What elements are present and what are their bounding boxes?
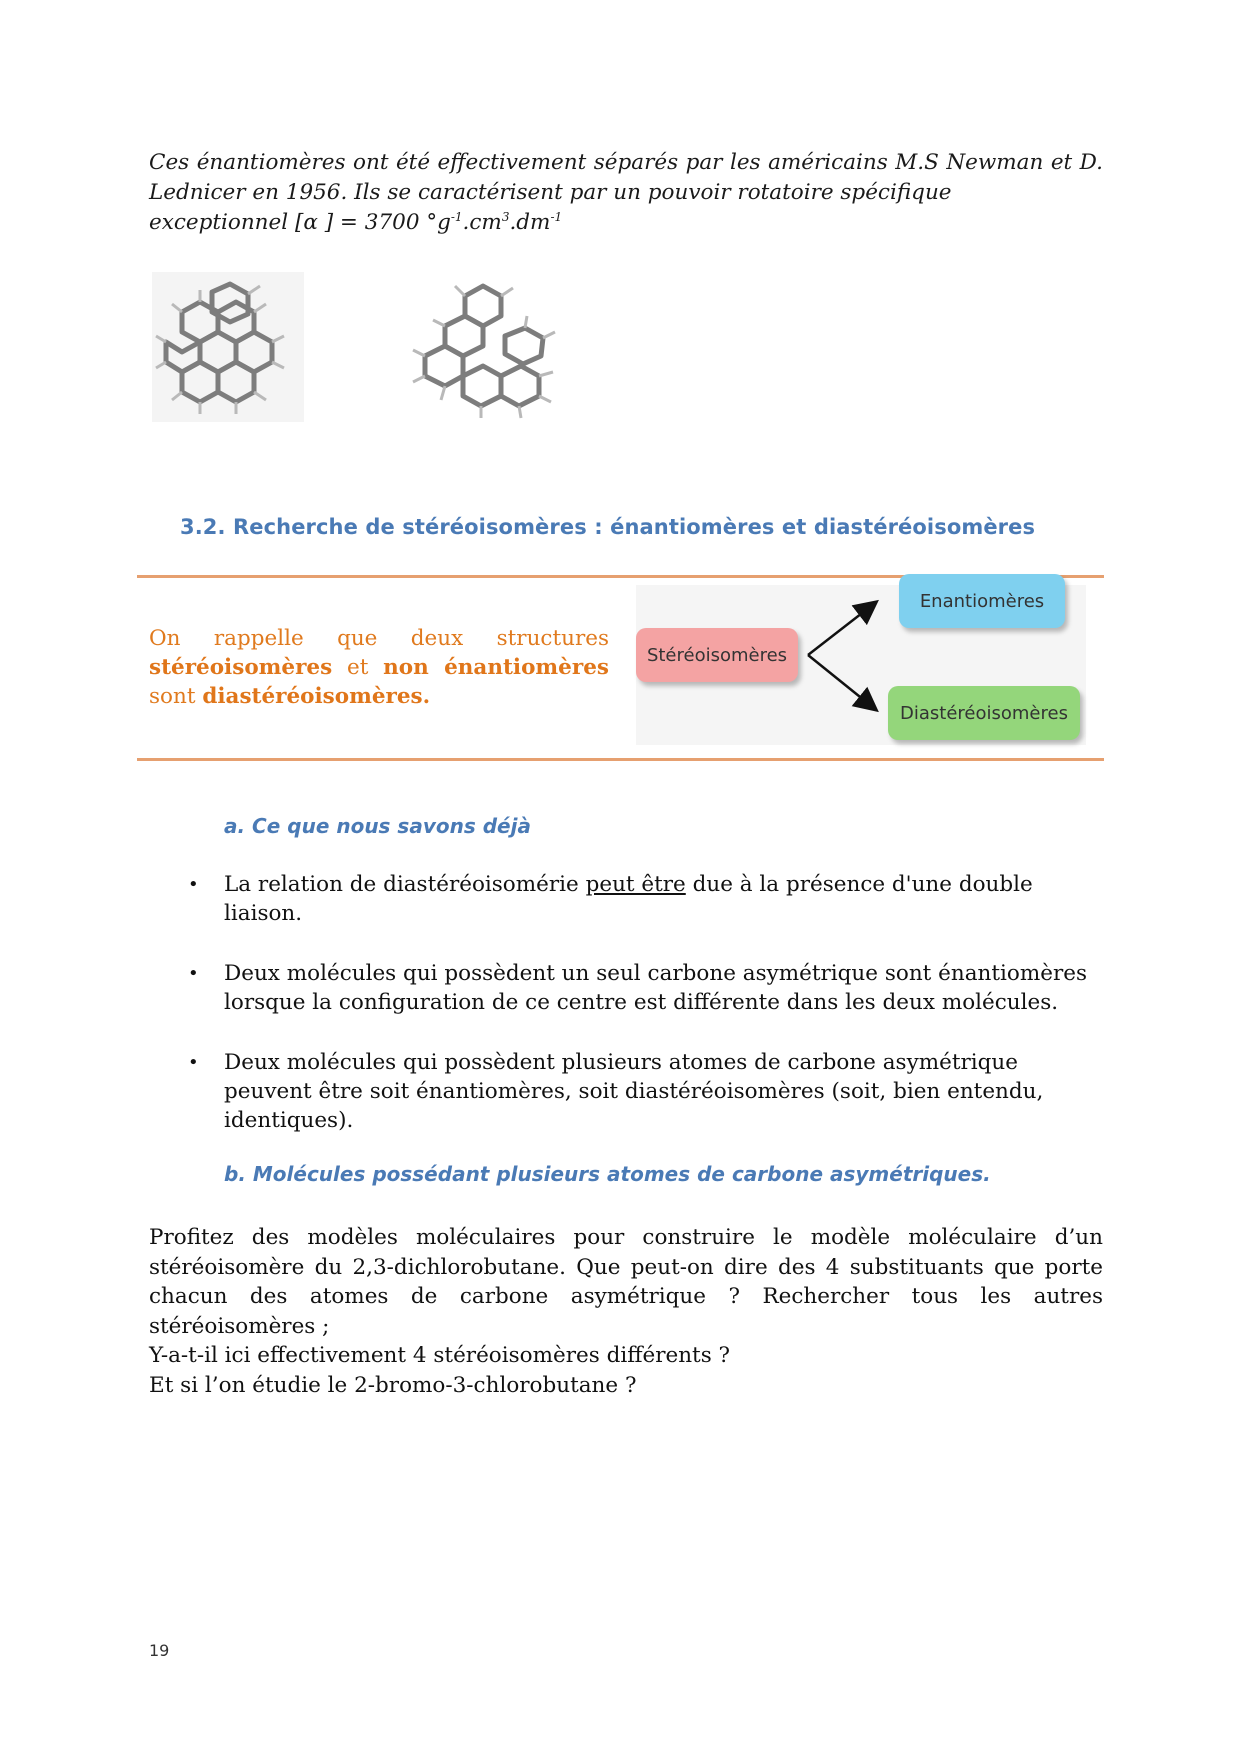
diagram-box-diastereoisomers: Diastéréoisomères — [888, 686, 1080, 740]
bullet-icon: • — [188, 963, 199, 984]
page-number: 19 — [149, 1641, 170, 1660]
intro-line-2: Lednicer en 1956. Ils se caractérisent par un pouvoir rotatoire spécifique — [149, 180, 952, 205]
reminder-line-3: sont diastéréoisomères. — [149, 684, 431, 709]
exercise-line-1: Profitez des modèles moléculaires pour construire le modèle moléculaire d’un — [149, 1225, 1103, 1250]
bullet-icon: • — [188, 874, 199, 895]
exercise-paragraph — [149, 1223, 1103, 1400]
diagram-box-enantiomers: Enantiomères — [899, 574, 1065, 628]
subsection-a-title: a. Ce que nous savons déjà — [224, 814, 531, 838]
exercise-question-1: Y-a-t-il ici effectivement 4 stéréoisomères différents ? — [149, 1343, 731, 1368]
helicene-model-right — [405, 276, 565, 426]
intro-line-3: exceptionnel [α ] = 3700 $^\circ g^{-1}.cm^3.dm^{-1}$ — [149, 209, 563, 235]
exercise-line-2: stéréoisomère du 2,3-dichlorobutane. Que peut-on dire des 4 substituants que porte — [149, 1254, 1103, 1280]
reminder-line-2: stéréoisomères et non énantiomères — [149, 655, 609, 680]
helicene-model-left — [152, 272, 304, 422]
list-item: • La relation de diastéréoisomérie peut être due à la présence d'une double liaison. — [188, 872, 1033, 926]
bullet-icon: • — [188, 1052, 199, 1073]
exercise-line-3: chacun des atomes de carbone asymétrique ? Rechercher tous les autres — [149, 1284, 1103, 1309]
reminder-line-1: On rappelle que deux structures — [149, 626, 609, 651]
list-item: • Deux molécules qui possèdent un seul carbone asymétrique sont énantiomères lorsque la configuration de ce centre est différente dans les deux molécules. — [188, 961, 1087, 1015]
diagram-arrows — [790, 595, 900, 720]
list-item: • Deux molécules qui possèdent plusieurs atomes de carbone asymétrique peuvent être soit énantiomères, soit diastéréoisomères (soit, bien entendu, identiques). — [188, 1050, 1044, 1133]
diagram-box-stereoisomers: Stéréoisomères — [636, 628, 798, 682]
known-facts-list — [180, 870, 1104, 1166]
intro-paragraph — [149, 148, 1103, 238]
exercise-question-2: Et si l’on étudie le 2-bromo-3-chlorobutane ? — [149, 1372, 637, 1398]
subsection-b-title: b. Molécules possédant plusieurs atomes de carbone asymétriques. — [224, 1162, 991, 1186]
exercise-line-4: stéréoisomères ; — [149, 1313, 330, 1339]
section-title: 3.2. Recherche de stéréoisomères : énantiomères et diastéréoisomères — [180, 515, 1036, 539]
reminder-bottom-rule — [137, 758, 1104, 761]
intro-line-1: Ces énantiomères ont été effectivement séparés par les américains M.S Newman et D. — [149, 150, 1103, 175]
reminder-text — [149, 624, 609, 711]
